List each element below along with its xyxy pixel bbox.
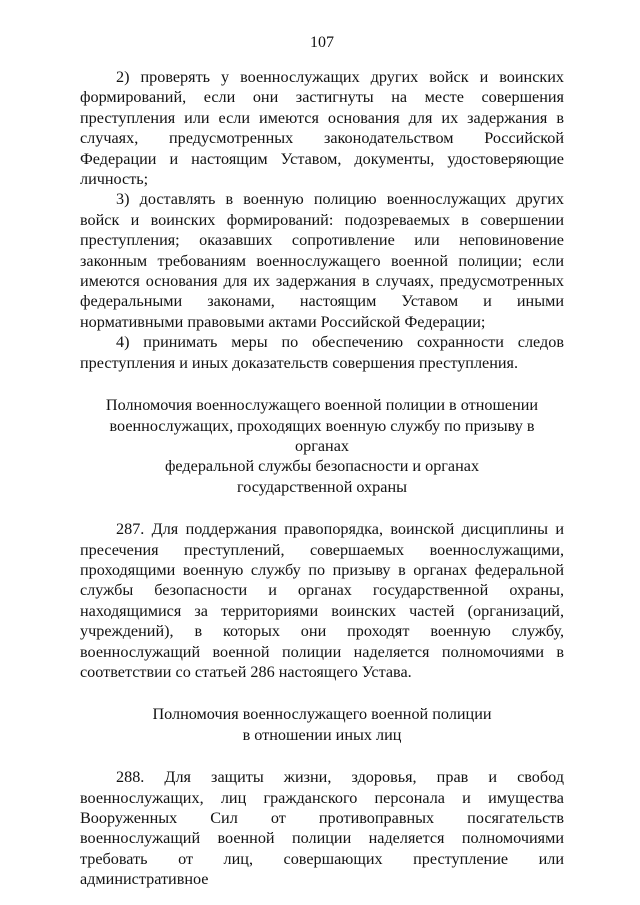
heading-line: военнослужащих, проходящих военную службу по призыву в органах bbox=[109, 416, 535, 455]
list-item-3: 3) доставлять в военную полицию военнослужащих других войск и воинских формирований: подозреваемых в совершении преступления; оказавших сопротивление или неповиновение законным требованиям военнослужащего военной полиции; если имеются основания для их задержания в случаях, предусмотренных федеральными законами, настоящим Уставом и иными нормативными правовыми актами Российской Федерации; bbox=[80, 190, 564, 331]
list-item-2: 2) проверять у военнослужащих других войск и воинских формирований, если они застигнуты на месте совершения преступления или если имеются основания для их задержания в случаях, предусмотренных законодательством Российской Федерации и настоящим Уставом, документы, удостоверяющие личность; bbox=[80, 68, 564, 189]
list-item-4: 4) принимать меры по обеспечению сохранности следов преступления и иных доказательств совершения преступления. bbox=[80, 333, 564, 372]
heading-line: государственной охраны bbox=[236, 477, 407, 496]
page-number: 107 bbox=[310, 34, 334, 51]
heading-line: в отношении иных лиц bbox=[242, 725, 402, 744]
section-heading-288 bbox=[80, 704, 564, 745]
heading-line: Полномочия военнослужащего военной полиции в отношении bbox=[105, 396, 539, 415]
heading-line: Полномочия военнослужащего военной полиции bbox=[152, 705, 492, 724]
heading-line: федеральной службы безопасности и органах bbox=[164, 457, 480, 476]
article-288: 288. Для защиты жизни, здоровья, прав и свобод военнослужащих, лиц гражданского персонала и имущества Вооруженных Сил от противоправных посягательств военнослужащий военной полиции наделяется полномочиями требовать от лиц, совершающих преступление или административное bbox=[80, 768, 564, 889]
article-287: 287. Для поддержания правопорядка, воинской дисциплины и пресечения преступлений, совершаемых военнослужащими, проходящими военную службу по призыву в органах федеральной службы безопасности и органах государственной охраны, находящимися за территориями воинских частей (организаций, учреждений), в которых они проходят военную службу, военнослужащий военной полиции наделяется полномочиями в соответствии со статьей 286 настоящего Устава. bbox=[80, 520, 564, 681]
section-heading-287 bbox=[80, 395, 564, 497]
